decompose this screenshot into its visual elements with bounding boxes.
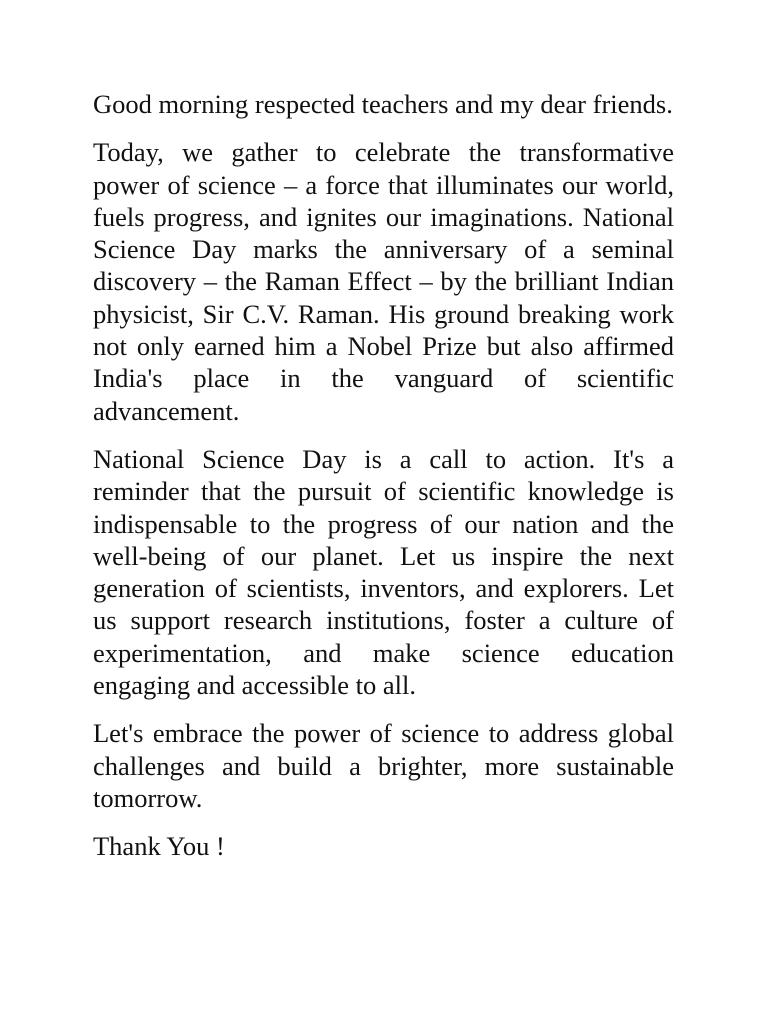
closing-paragraph: Let's embrace the power of science to address global challenges and build a brighter, more sustainable tomorrow. [93,718,674,813]
introduction-paragraph: Today, we gather to celebrate the transformative power of science – a force that illuminates our world, fuels progress, and ignites our imaginations. National Science Day marks the anniversary of a seminal discovery – the Raman Effect – by the brilliant Indian physicist, Sir C.V. Raman. His ground breaking work not only earned him a Nobel Prize but also affirmed India's place in the vanguard of scientific advancement. [93,137,674,426]
thank-you-line: Thank You ! [93,831,225,862]
greeting-paragraph: Good morning respected teachers and my dear friends. [93,89,673,119]
call-to-action-paragraph: National Science Day is a call to action. It's a reminder that the pursuit of scientific knowledge is indispensable to the progress of our nation and the well-being of our planet. Let us inspire the next generation of scientists, inventors, and explorers. Let us support research institutions, foster a culture of experimentation, and make science education engaging and accessible to all. [93,443,674,701]
document-page [93,88,674,879]
